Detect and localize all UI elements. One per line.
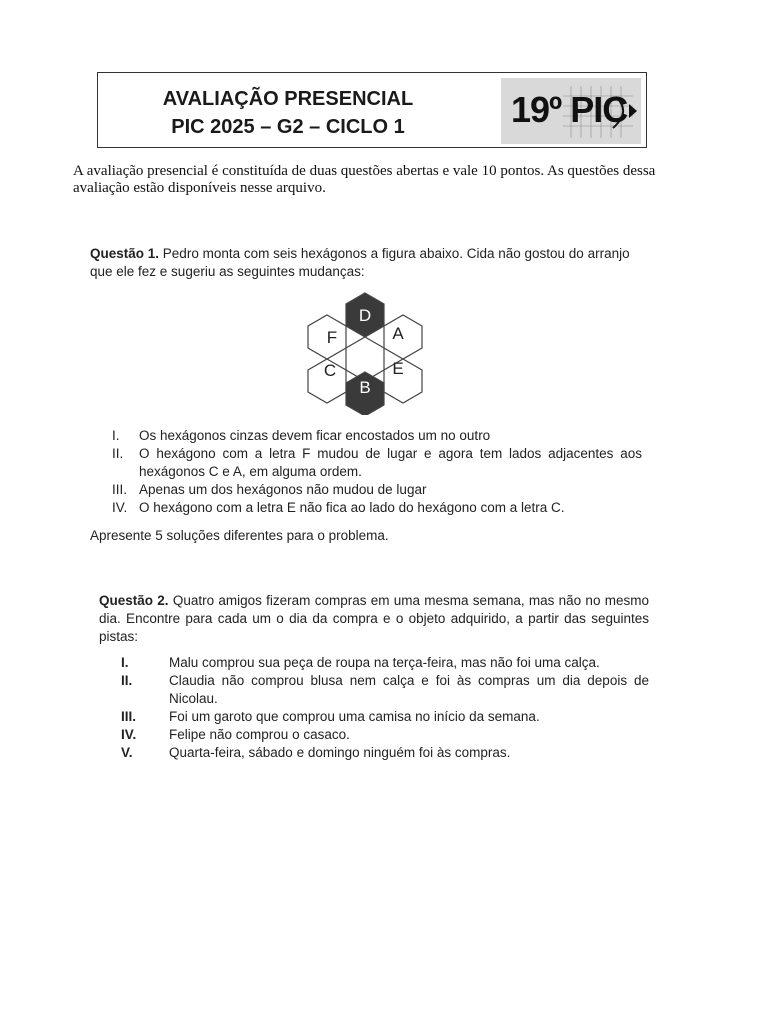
list-item-text: O hexágono com a letra F mudou de lugar e agora tem lados adjacentes aos hexágonos C e A, em alguma ordem. [139,446,642,479]
list-item-number: I. [121,655,129,670]
intro-paragraph: A avaliação presencial é constituída de duas questões abertas e vale 10 pontos. As questões dessa avaliação estão disponíveis nesse arquivo. [73,163,656,196]
list-item-text: Os hexágonos cinzas devem ficar encostados um no outro [139,428,491,443]
hex-label-bottom-right: E [392,359,404,378]
title-line-2: PIC 2025 – G2 – CICLO 1 [171,116,405,138]
hex-label-bottom: B [359,378,371,397]
logo-text: 19º PIC [511,89,628,130]
question-1-statement [90,245,645,281]
list-item-number: IV. [121,727,137,742]
question-2-label: Questão 2. [99,593,169,608]
list-item-text: O hexágono com a letra E não fica ao lado do hexágono com a letra C. [139,500,565,515]
list-item [121,654,649,672]
hex-label-top-left: F [326,328,338,347]
list-item [121,744,649,762]
list-item-text: Malu comprou sua peça de roupa na terça-feira, mas não foi uma calça. [169,655,600,670]
list-item [112,445,642,481]
hexagon-figure [290,290,440,415]
list-item-number: III. [121,709,137,724]
page-title [148,85,428,141]
hexagon-diagram [290,290,440,415]
list-item-number: II. [112,446,124,461]
hex-label-top: D [358,306,372,325]
header-box [97,72,647,148]
title-line-1: AVALIAÇÃO PRESENCIAL [162,88,414,110]
list-item-number: IV. [112,500,128,515]
list-item-text: Apenas um dos hexágonos não mudou de lugar [139,482,427,497]
list-item-number: V. [121,745,133,760]
list-item [121,708,649,726]
list-item-text: Felipe não comprou o casaco. [169,727,350,742]
list-item-text: Claudia não comprou blusa nem calça e foi às compras um dia depois de Nicolau. [169,673,649,706]
list-item-number: III. [112,482,128,497]
question-2-clues [121,654,649,762]
list-item-text: Foi um garoto que comprou uma camisa no início da semana. [169,709,540,724]
list-item [112,427,642,445]
list-item [121,726,649,744]
question-2-statement [99,592,649,646]
question-1-conditions [112,427,642,517]
question-1-instruction: Apresente 5 soluções diferentes para o problema. [90,528,389,543]
question-1-text: Pedro monta com seis hexágonos a figura abaixo. Cida não gostou do arranjo que ele fez e sugeriu as seguintes mudanças: [90,246,630,279]
list-item-number: I. [112,428,120,443]
hex-label-top-right: A [392,324,404,343]
question-2-text: Quatro amigos fizeram compras em uma mesma semana, mas não no mesmo dia. Encontre para cada um o dia da compra e o objeto adquirido, a partir das seguintes pistas: [99,593,649,644]
pic-logo [501,78,641,144]
list-item [112,499,642,517]
question-1-label: Questão 1. [90,246,160,261]
hex-label-bottom-left: C [323,361,337,380]
list-item [121,672,649,708]
list-item-number: II. [121,673,133,688]
list-item [112,481,642,499]
list-item-text: Quarta-feira, sábado e domingo ninguém foi às compras. [169,745,511,760]
